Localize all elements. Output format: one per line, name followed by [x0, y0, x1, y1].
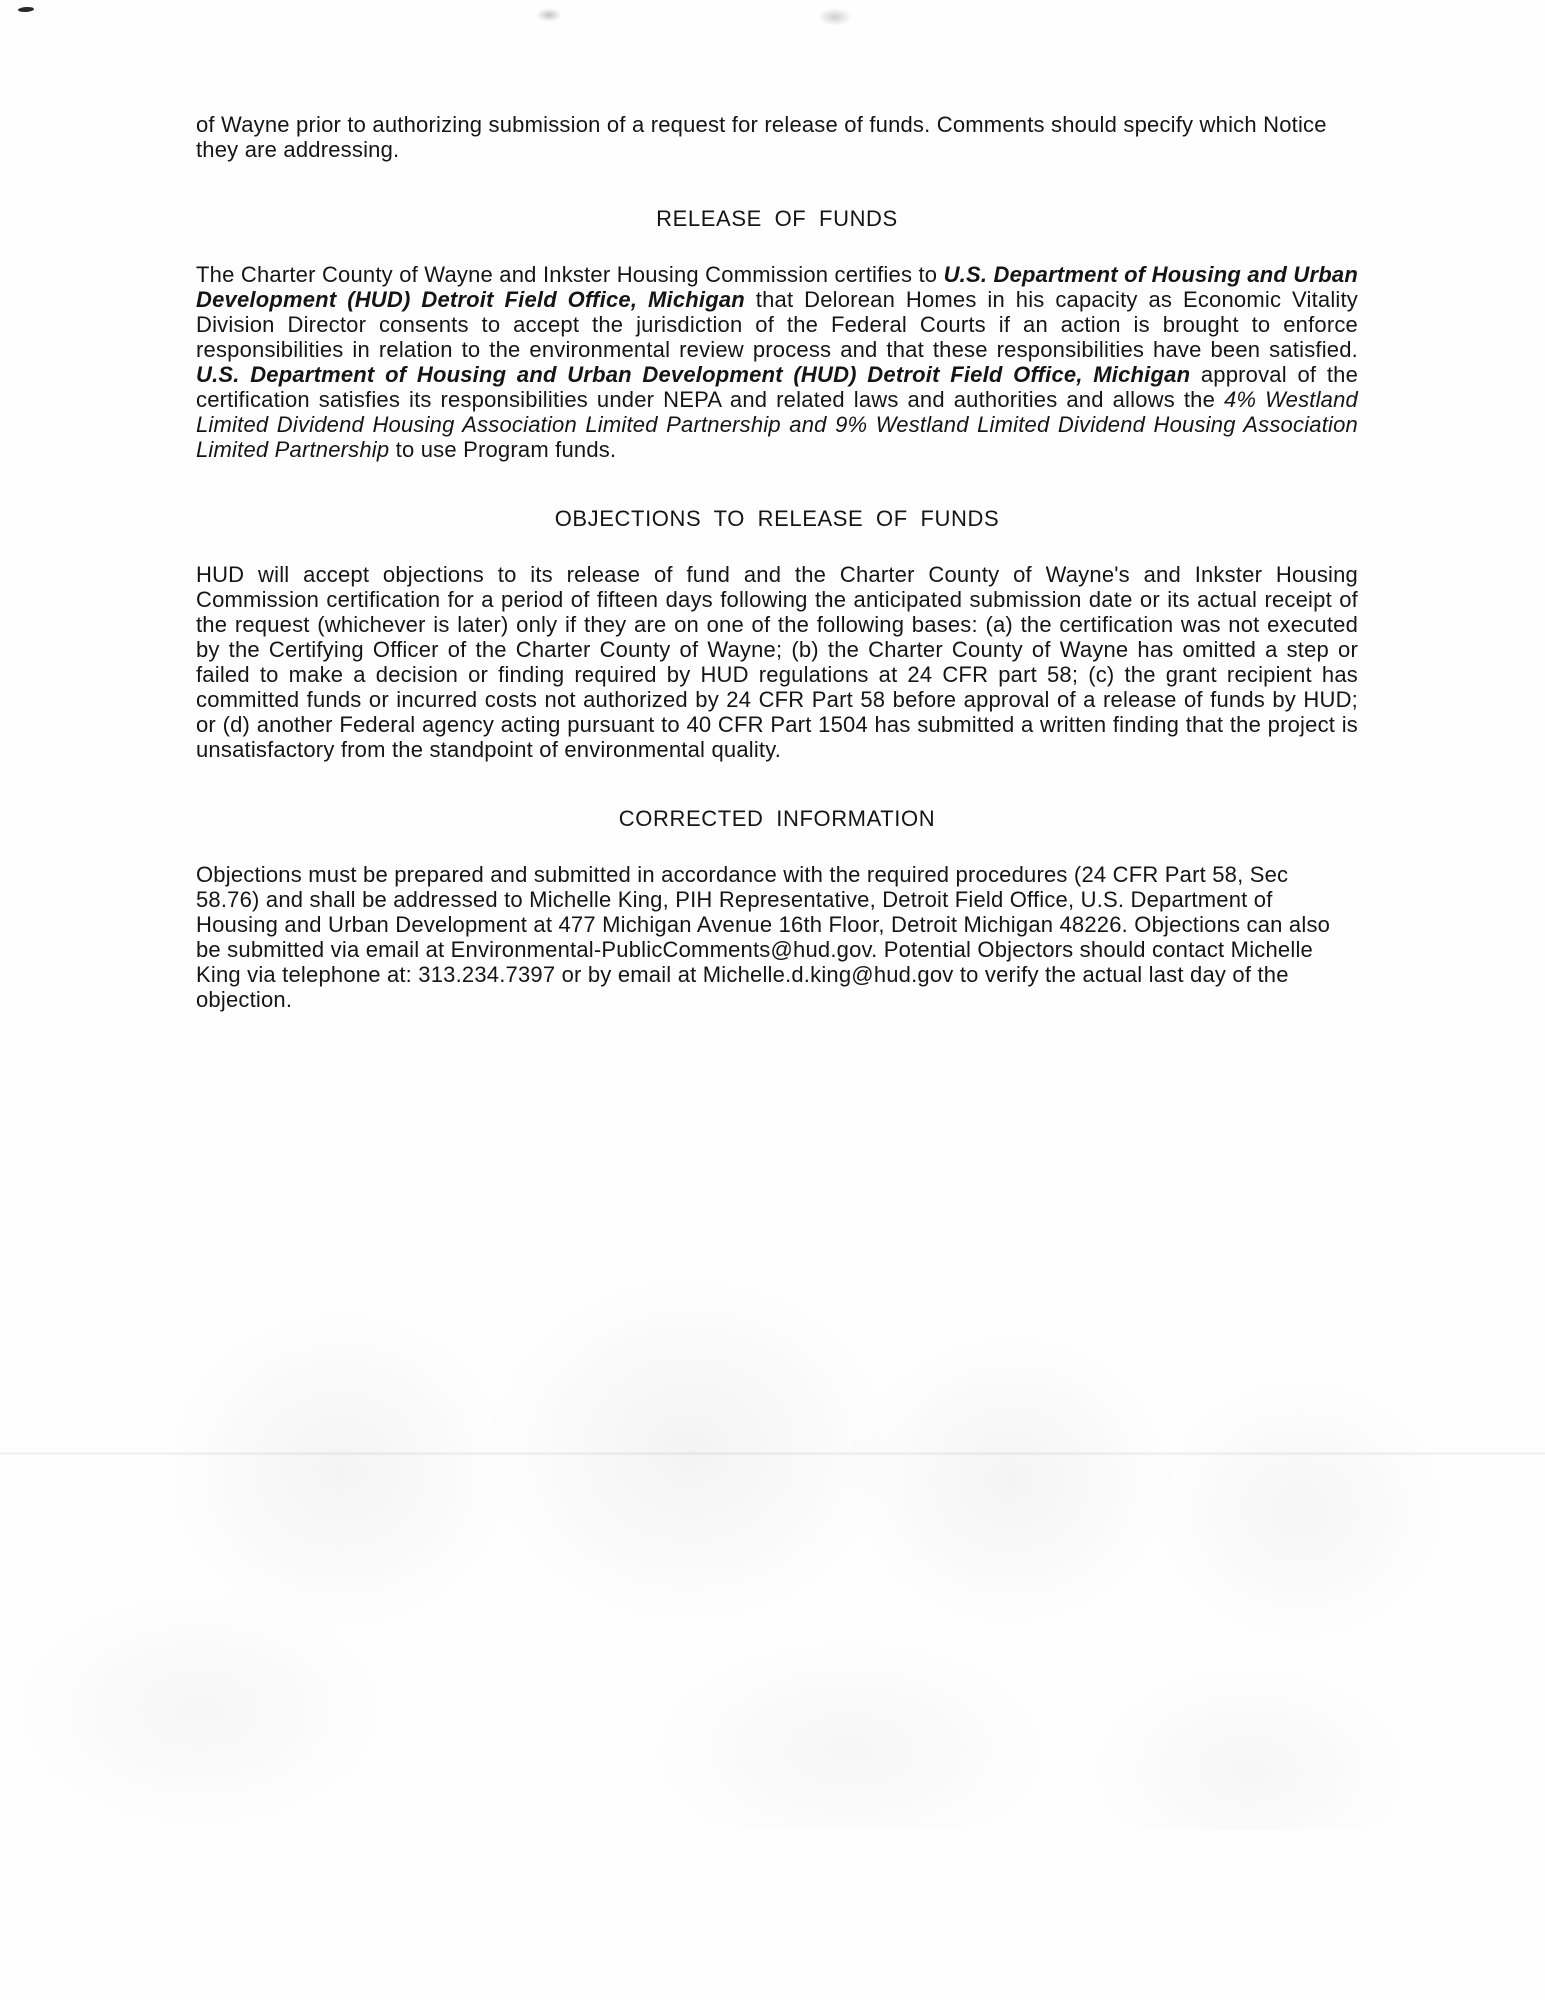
section-objections-to-release-of-funds — [196, 506, 1358, 762]
section-heading: CORRECTED INFORMATION — [618, 806, 936, 831]
intro-paragraph: of Wayne prior to authorizing submission of a request for release of funds. Comments should specify which Notice they are addressing. — [196, 112, 1327, 162]
document-content — [196, 112, 1358, 1012]
scan-mark — [536, 8, 562, 22]
scan-smudge — [0, 1150, 1545, 1830]
section-heading: OBJECTIONS TO RELEASE OF FUNDS — [554, 506, 1000, 531]
scan-mark — [18, 6, 34, 12]
scan-smudge — [0, 1452, 1545, 1455]
section-paragraph: The Charter County of Wayne and Inkster Housing Commission certifies to U.S. Department of Housing and Urban Development (HUD) Detroit Field Office, Michigan that Delorean Homes in his capacity as Economic Vitality Division Director consents to accept the jurisdiction of the Federal Courts if an action is brought to enforce responsibilities in relation to the environmental review process and that these responsibilities have been satisfied. U.S. Department of Housing and Urban Development (HUD) Detroit Field Office, Michigan approval of the certification satisfies its responsibilities under NEPA and related laws and authorities and allows the 4% Westland Limited Dividend Housing Association Limited Partnership and 9% Westland Limited Dividend Housing Association Limited Partnership to use Program funds. — [196, 262, 1359, 462]
section-paragraph: HUD will accept objections to its release of fund and the Charter County of Wayne's and Inkster Housing Commission certification for a period of fifteen days following the anticipated submission date or its actual receipt of the request (whichever is later) only if they are on one of the following bases: (a) the certification was not executed by the Certifying Officer of the Charter County of Wayne; (b) the Charter County of Wayne has omitted a step or failed to make a decision or finding required by HUD regulations at 24 CFR part 58; (c) the grant recipient has committed funds or incurred costs not authorized by 24 CFR Part 58 before approval of a release of funds by HUD; or (d) another Federal agency acting pursuant to 40 CFR Part 1504 has submitted a written finding that the project is unsatisfactory from the standpoint of environmental quality. — [196, 562, 1358, 762]
scan-mark — [818, 8, 852, 26]
section-paragraph: Objections must be prepared and submitted in accordance with the required procedures (24 CFR Part 58, Sec 58.76) and shall be addressed to Michelle King, PIH Representative, Detroit Field Office, U.S. Department of Housing and Urban Development at 477 Michigan Avenue 16th Floor, Detroit Michigan 48226. Objections can also be submitted via email at Environmental-PublicComments@hud.gov. Potential Objectors should contact Michelle King via telephone at: 313.234.7397 or by email at Michelle.d.king@hud.gov to verify the actual last day of the objection. — [196, 862, 1331, 1012]
section-heading: RELEASE OF FUNDS — [656, 206, 898, 231]
section-release-of-funds — [196, 206, 1358, 462]
section-corrected-information — [196, 806, 1358, 1012]
